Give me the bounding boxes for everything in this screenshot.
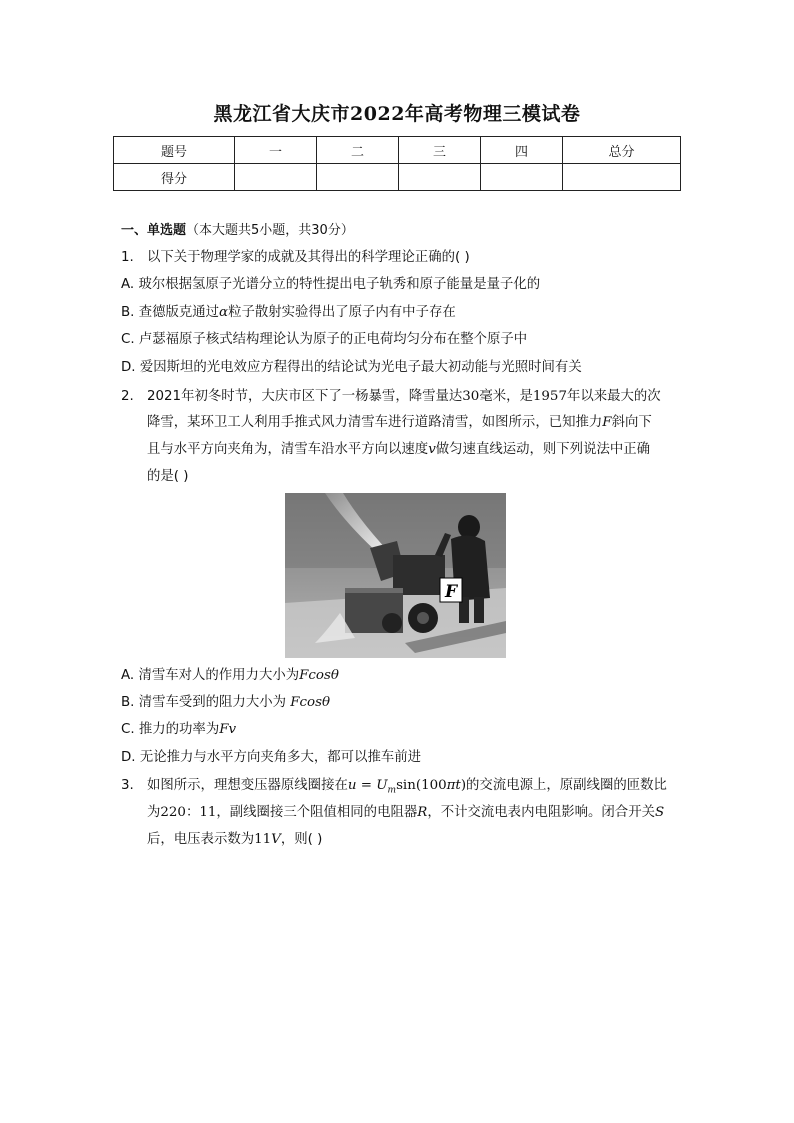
question-number: 3. <box>121 778 134 793</box>
score-header-cell: 四 <box>481 137 563 164</box>
score-header-cell: 一 <box>235 137 317 164</box>
q2-option-b: B. 清雪车受到的阻力大小为 Fcosθ <box>121 695 331 710</box>
question-1-stem: 1. 以下关于物理学家的成就及其得出的科学理论正确的( ) <box>121 250 470 265</box>
snowblower-photo <box>285 493 506 658</box>
question-2-stem-line-4: 的是( ) <box>147 469 189 484</box>
score-cell[interactable] <box>563 164 681 191</box>
q1-option-d: D. 爱因斯坦的光电效应方程得出的结论试为光电子最大初动能与光照时间有关 <box>121 360 582 375</box>
score-table-score-row <box>114 164 681 191</box>
force-label: F <box>444 582 458 602</box>
question-3-stem-line-2: 为220：11，副线圈接三个阻值相同的电阻器R，不计交流电表内电阻影响。闭合开关S <box>147 805 665 820</box>
question-2-stem-line-2: 降雪，某环卫工人利用手推式风力清雪车进行道路清雪，如图所示，已知推力F斜向下 <box>147 415 652 430</box>
score-cell[interactable] <box>235 164 317 191</box>
question-2-stem-line-1: 2. 2021年初冬时节，大庆市区下了一杨暴雪，降雪量达30毫米，是1957年以来最大的次 <box>121 389 661 404</box>
score-row-label: 得分 <box>114 164 235 191</box>
q1-option-c: C. 卢瑟福原子核式结构理论认为原子的正电荷均匀分布在整个原子中 <box>121 332 528 347</box>
q2-option-a: A. 清雪车对人的作用力大小为Fcosθ <box>121 668 339 683</box>
score-cell[interactable] <box>481 164 563 191</box>
q1-option-b: B. 查德版克通过α粒子散射实验得出了原子内有中子存在 <box>121 305 456 320</box>
question-number: 1. <box>121 250 134 265</box>
score-header-cell: 三 <box>399 137 481 164</box>
q2-option-d: D. 无论推力与水平方向夹角多大，都可以推车前进 <box>121 750 422 765</box>
score-header-cell: 二 <box>317 137 399 164</box>
question-3-stem-line-3: 后，电压表示数为11V，则( ) <box>147 832 323 847</box>
score-cell[interactable] <box>399 164 481 191</box>
question-3-stem-line-1: 3. 如图所示，理想变压器原线圈接在$u = U_m\sin(100\pi t)$的交流电源上，原副线圈的匝数比 <box>121 778 667 796</box>
q1-option-a: A. 玻尔根据氢原子光谱分立的特性提出电子轨秀和原子能量是量子化的 <box>121 277 541 292</box>
question-number: 2. <box>121 389 134 404</box>
question-2-stem-line-3: 且与水平方向夹角为，清雪车沿水平方向以速度v做匀速直线运动，则下列说法中正确 <box>147 442 651 457</box>
section-heading: 一、单选题（本大题共5小题，共30分） <box>121 223 354 238</box>
score-header-cell: 题号 <box>114 137 235 164</box>
score-table <box>113 136 681 191</box>
exam-title: 黑龙江省大庆市2022年高考物理三模试卷 <box>213 103 581 125</box>
score-header-cell: 总分 <box>563 137 681 164</box>
score-table-header-row <box>114 137 681 164</box>
q2-option-c: C. 推力的功率为Fv <box>121 722 237 737</box>
score-cell[interactable] <box>317 164 399 191</box>
